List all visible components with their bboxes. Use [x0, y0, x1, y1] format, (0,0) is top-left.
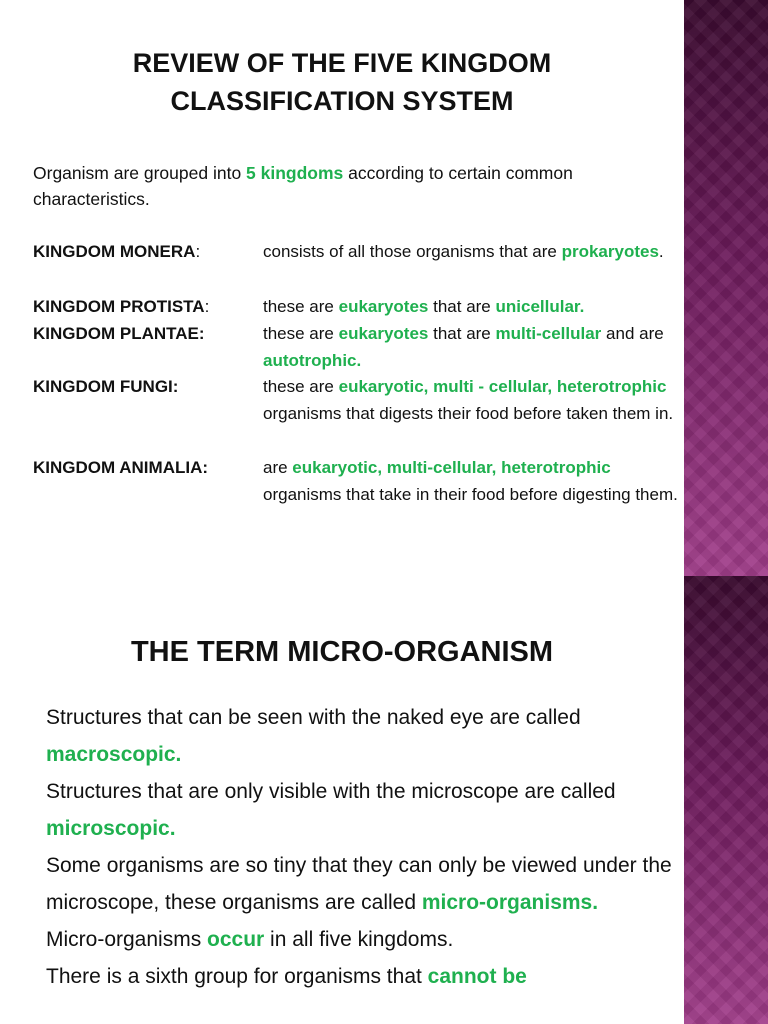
highlight-term: unicellular.: [495, 297, 585, 316]
highlight-term: eukaryotes: [338, 297, 429, 316]
highlight-term: cannot be: [427, 965, 527, 988]
decorative-side-strip-top: [684, 0, 768, 576]
intro-text: Organism are grouped into: [33, 163, 247, 183]
paragraph-macroscopic: Structures that can be seen with the naked eye are called macroscopic.: [46, 706, 581, 766]
kingdom-name: KINGDOM FUNGI:: [33, 377, 179, 396]
kingdom-name: KINGDOM PROTISTA:: [33, 297, 210, 316]
paragraph-occur: Micro-organisms occur in all five kingdoms.: [46, 928, 454, 951]
page-title: [0, 44, 684, 120]
paragraph-sixth-group: There is a sixth group for organisms that cannot be: [46, 965, 527, 988]
kingdom-description: these are eukaryotic, multi - cellular, heterotrophic organisms that digests their food before taken them in.: [263, 377, 674, 423]
title-line-2: CLASSIFICATION SYSTEM: [170, 86, 514, 116]
highlight-term: prokaryotes: [561, 242, 659, 261]
highlight-term: macroscopic.: [46, 743, 182, 766]
kingdom-name: KINGDOM ANIMALIA:: [33, 458, 209, 477]
highlight-term: occur: [207, 928, 265, 951]
kingdom-description: these are eukaryotes that are unicellular.: [263, 297, 585, 316]
intro-paragraph: [33, 160, 673, 212]
kingdom-name: KINGDOM MONERA:: [33, 242, 201, 261]
kingdom-description: these are eukaryotes that are multi-cellular and are autotrophic.: [263, 324, 664, 370]
highlight-term: multi-cellular: [495, 324, 602, 343]
highlight-term: eukaryotic, multi-cellular, heterotrophic: [292, 458, 611, 477]
highlight-term: eukaryotic, multi - cellular, heterotrophic: [338, 377, 667, 396]
kingdom-description: are eukaryotic, multi-cellular, heterotrophic organisms that take in their food before digesting them.: [263, 458, 678, 504]
highlight-term: autotrophic.: [263, 350, 362, 370]
kingdom-description: consists of all those organisms that are prokaryotes.: [263, 242, 664, 261]
intro-highlight: 5 kingdoms: [246, 163, 344, 183]
highlight-term: eukaryotes: [338, 324, 429, 343]
section-heading: THE TERM MICRO-ORGANISM: [130, 636, 554, 668]
decorative-side-strip-bottom: [684, 576, 768, 1024]
intro-text-end: according to certain common characteristics.: [33, 163, 573, 209]
kingdom-name: KINGDOM PLANTAE:: [33, 324, 205, 343]
title-line-1: REVIEW OF THE FIVE KINGDOM: [132, 48, 552, 78]
paragraph-micro-organisms: Some organisms are so tiny that they can only be viewed under the microscope, these organisms are called micro-organisms.: [46, 854, 672, 914]
paragraph-microscopic: Structures that are only visible with the microscope are called microscopic.: [46, 780, 616, 840]
highlight-term: micro-organisms.: [421, 891, 599, 914]
micro-organism-body: [46, 699, 678, 995]
highlight-term: microscopic.: [46, 817, 176, 840]
